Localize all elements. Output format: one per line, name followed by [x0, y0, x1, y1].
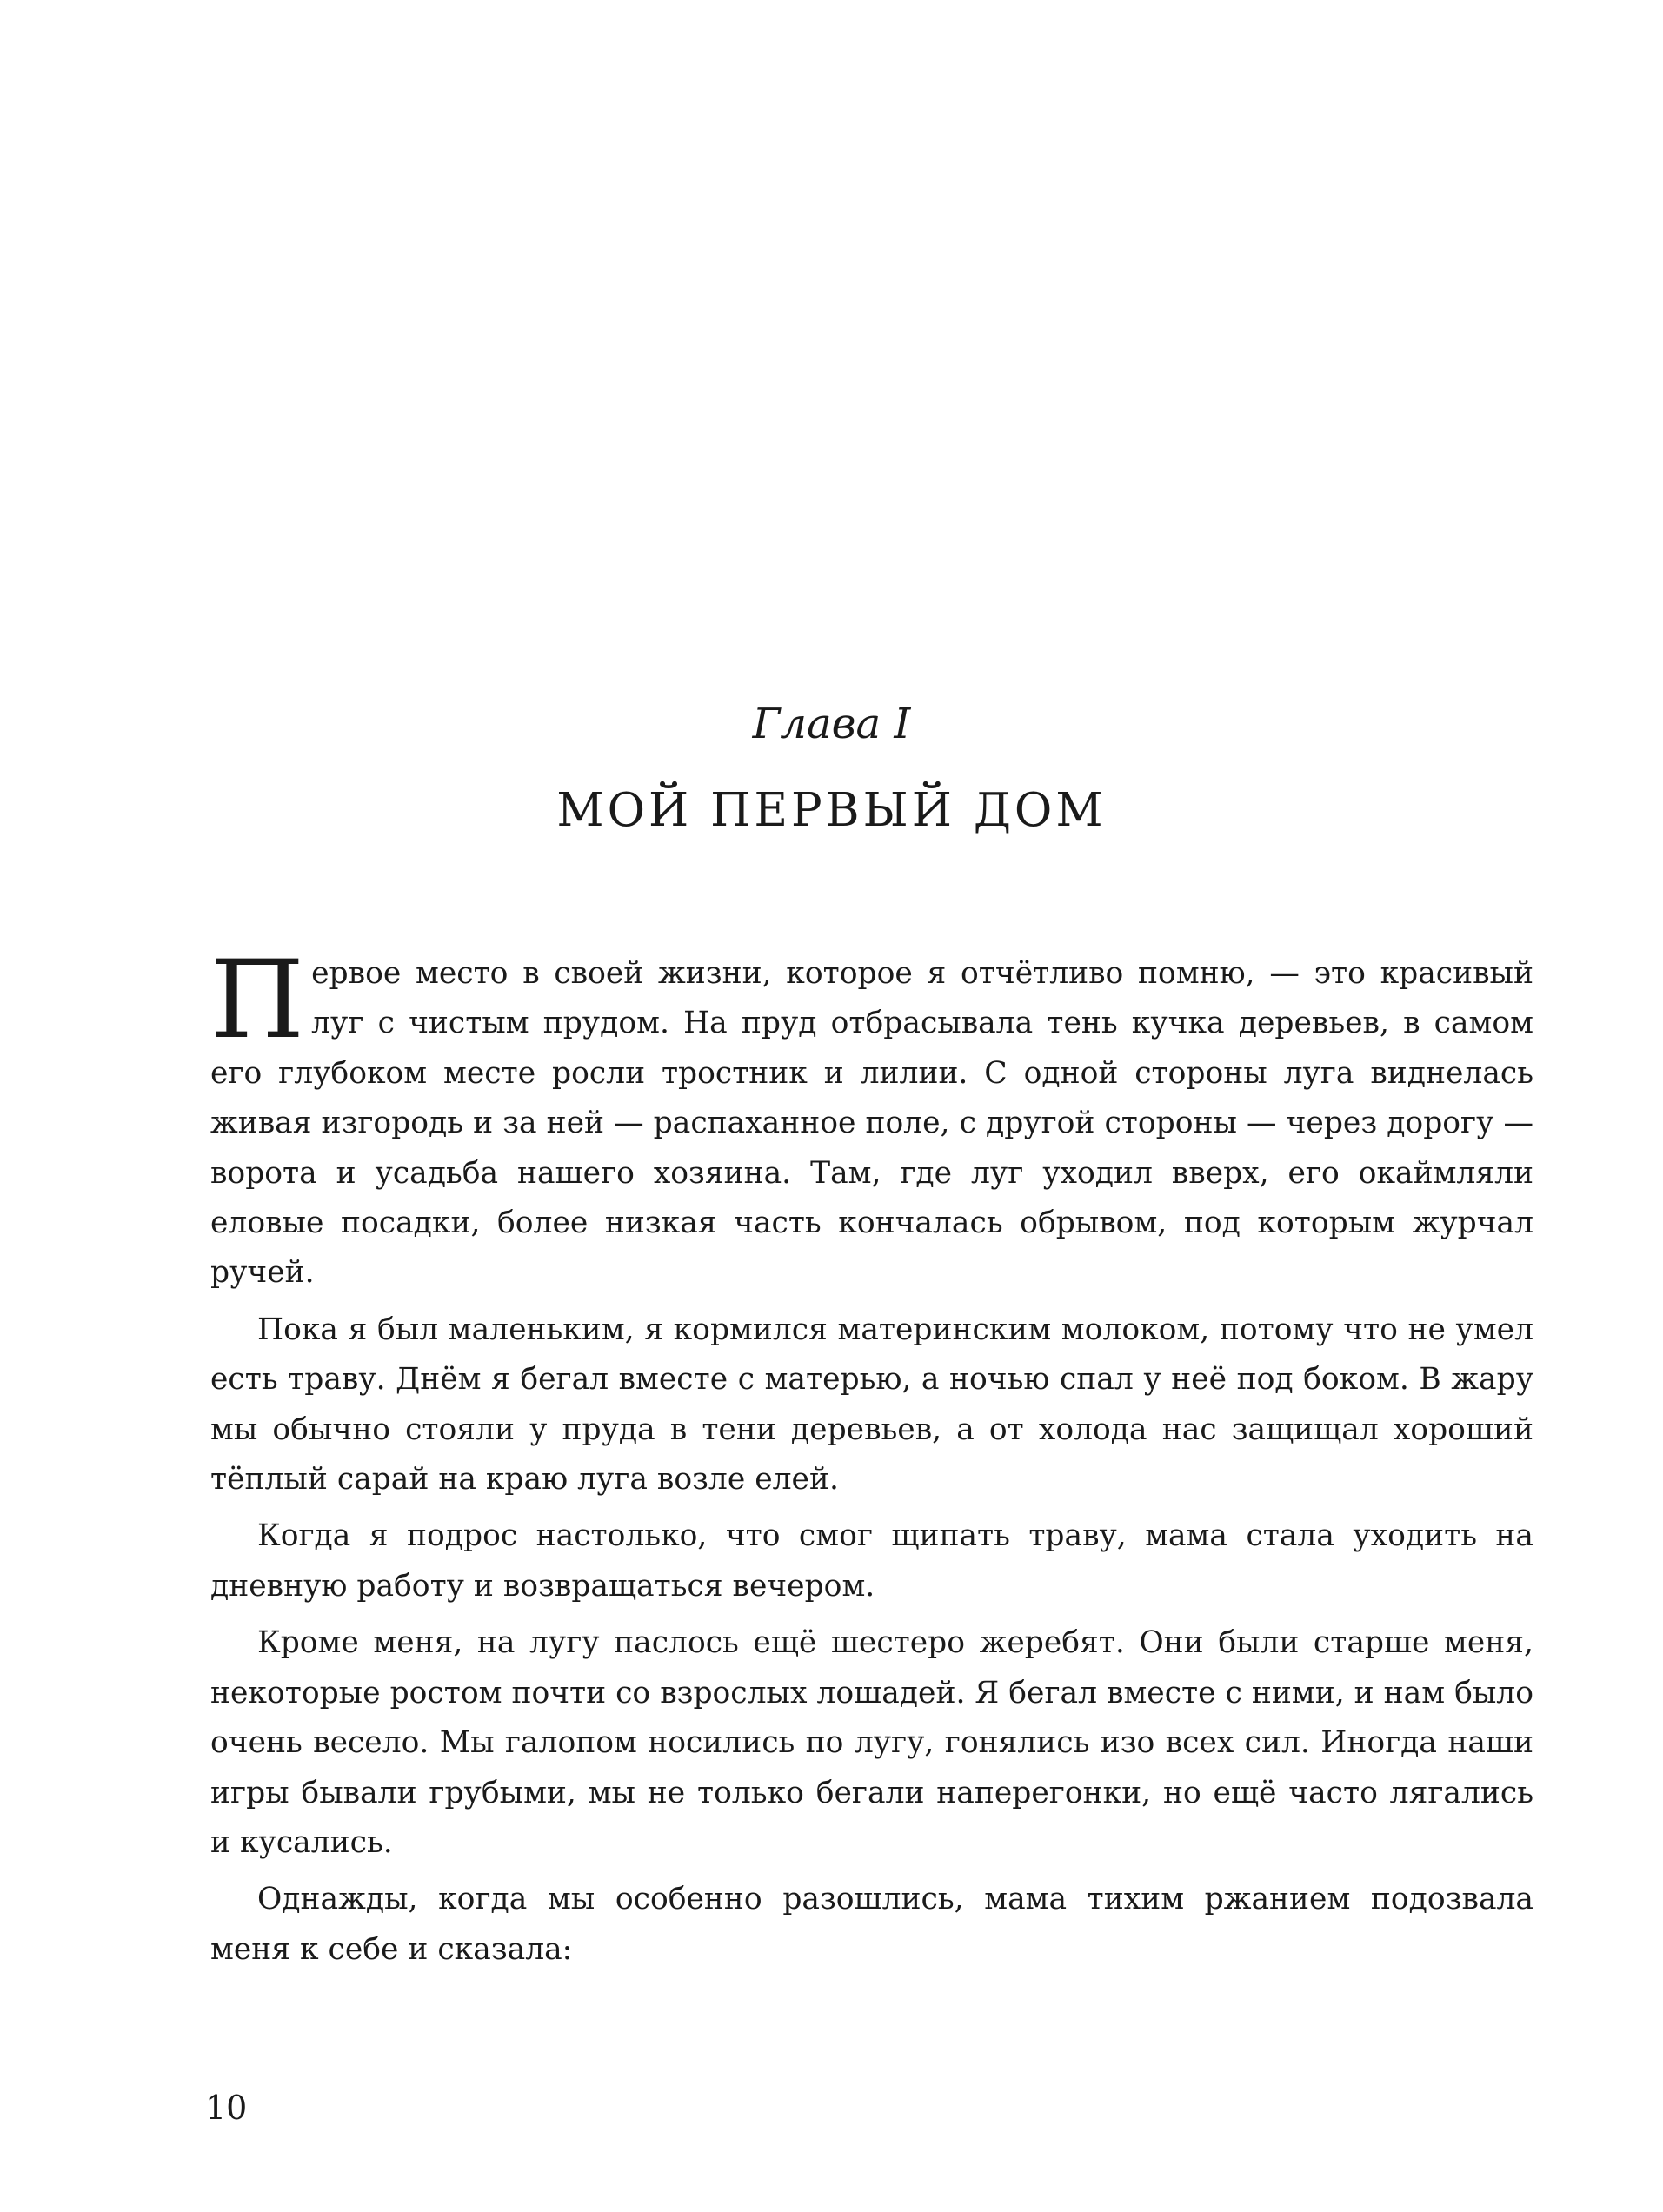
paragraph-1-text: ервое место в своей жизни, которое я отчётливо помню, — это красивый луг с чистым прудом. На пруд отбрасывала тень кучка деревьев, в самом его глубоком месте росли тростник и лилии. С одной стороны луга виднелась живая изгородь и за ней — распаханное поле, с другой стороны — через дорогу — ворота и усадьба нашего хозяина. Там, где луг уходил вверх, его окаймляли еловые посадки, более низкая часть кончалась обрывом, под которым журчал ручей. [210, 956, 1533, 1291]
paragraph-3: Когда я подрос настолько, что смог щипать траву, мама стала уходить на дневную работу и возвращаться вечером. [210, 1518, 1533, 1604]
chapter-label: Глава I [752, 700, 911, 748]
paragraph-1 [210, 938, 1533, 1299]
paragraph-2: Пока я был маленьким, я кормился материнским молоком, потому что не умел есть траву. Днём я бегал вместе с матерью, а ночью спал у неё под боком. В жару мы обычно стояли у пруда в тени деревьев, а от холода нас защищал хороший тёплый сарай на краю луга возле елей. [210, 1312, 1533, 1498]
paragraph-4: Кроме меня, на лугу паслось ещё шестеро жеребят. Они были старше меня, некоторые ростом почти со взрослых лошадей. Я бегал вместе с ними, и нам было очень весело. Мы галопом носились по лугу, гонялись изо всех сил. Иногда наши игры бывали грубыми, мы не только бегали наперегонки, но ещё часто лягались и кусались. [210, 1625, 1533, 1860]
drop-cap: П [210, 938, 305, 1063]
chapter-body [210, 938, 1533, 1975]
chapter-title: МОЙ ПЕРВЫЙ ДОМ [556, 784, 1107, 837]
page-number: 10 [205, 2089, 248, 2127]
paragraph-5: Однажды, когда мы особенно разошлись, мама тихим ржанием подозвала меня к себе и сказала: [210, 1882, 1533, 1967]
